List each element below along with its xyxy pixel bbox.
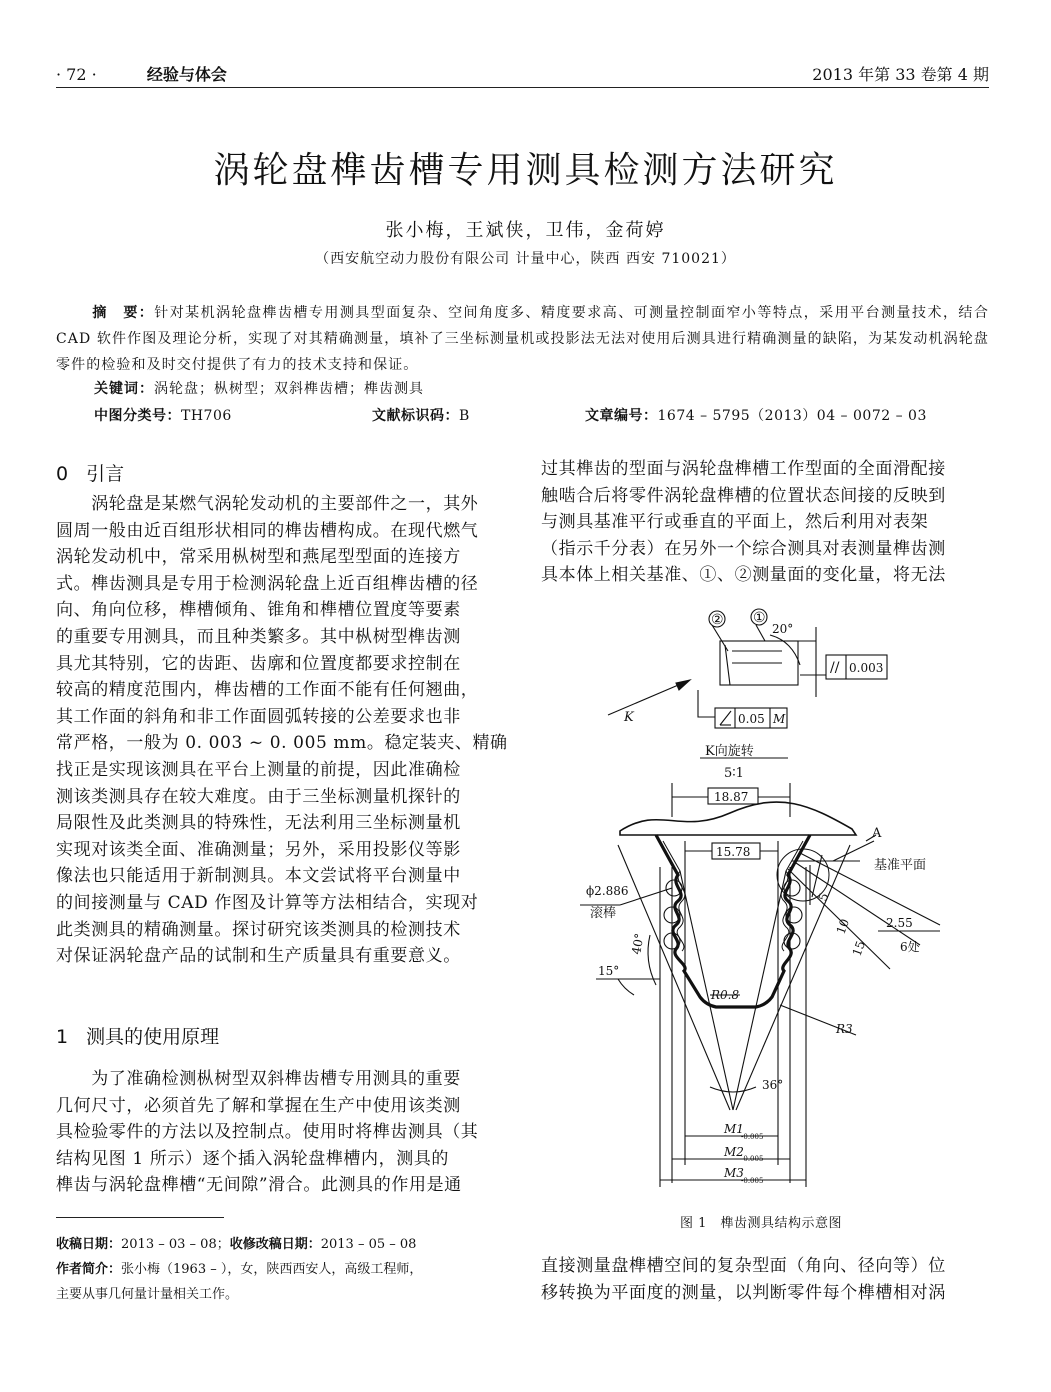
section-0-title: 引言 (86, 463, 125, 485)
clc-value: TH706 (181, 408, 232, 424)
text-line: 过其榫齿的型面与涡轮盘榫槽工作型面的全面滑配接 (541, 459, 946, 479)
text-line: 涡轮发动机中，常采用枞树型和燕尾型型面的连接方 (56, 547, 461, 568)
view-scale: 5∶1 (724, 766, 744, 781)
text-line: 为了准确检测枞树型双斜榫齿槽专用测具的重要 (56, 1069, 461, 1089)
page-number-and-section (56, 62, 227, 85)
dim-m1: M1 (724, 1122, 744, 1136)
text-line: 式。榫齿测具是专用于检测涡轮盘上近百组榫齿槽的径 (56, 573, 479, 594)
text-line: 常严格，一般为 0. 003 ~ 0. 005 mm。稳定装夹、精确 (56, 733, 508, 754)
circle-2-label: ② (711, 612, 724, 628)
abstract-label: 摘 要： (92, 305, 155, 321)
six-places: 6处 (900, 940, 920, 954)
text-line: 实现对该类全面、准确测量；另外，采用投影仪等影 (56, 839, 461, 860)
roller-label: 滚棒 (590, 906, 617, 921)
doc-code (372, 405, 470, 425)
text-line: 找正是实现该测具在平台上测量的前提，因此准确检 (56, 759, 461, 780)
right-column-bottom-text (541, 1253, 991, 1306)
text-line: 的间接测量与 CAD 作图及计算等方法相结合，实现对 (56, 892, 479, 913)
angularity-value: 0.05 (738, 712, 765, 726)
abstract-text: 针对某机涡轮盘榫齿槽专用测具型面复杂、空间角度多、精度要求高、可测量控制面窄小等特点，采用平台测量技术，结合 CAD 软件作图及理论分析，实现了对其精确测量，填补了三坐标测量机或投影法无法对使用后测具进行精确测量的缺陷，为某发动机涡轮盘零件的检验和及时交付提供了有力的技术支持和保证。 (56, 305, 989, 373)
roller-diameter: ϕ2.886 (586, 884, 629, 898)
text-line: 此类测具的精确测量。探讨研究该类测具的检测技术 (56, 919, 461, 940)
dim-1887: 18.87 (714, 790, 749, 804)
text-line: 向、角向位移，榫槽倾角、锥角和榫槽位置度等要素 (56, 600, 461, 621)
datum-a-label: A (872, 826, 882, 841)
footnote-author-cont: 主要从事几何量计量相关工作。 (56, 1287, 239, 1302)
author-bio: 张小梅（1963 – ），女，陕西西安人，高级工程师， (121, 1262, 423, 1277)
dim-255: 2.55 (886, 916, 913, 930)
footnote-dates (56, 1232, 516, 1257)
section-1-title: 测具的使用原理 (86, 1026, 220, 1048)
angle-36-label: 36° (762, 1078, 784, 1092)
keywords-label: 关键词： (94, 381, 154, 397)
revised-date: 2013 – 05 – 08 (320, 1237, 417, 1252)
tol-15: 15 (849, 938, 869, 959)
section-name: 经验与体会 (146, 65, 227, 84)
section-0-body (56, 491, 506, 970)
text-line: 移转换为平面度的测量，以判断零件每个榫槽相对涡 (541, 1282, 946, 1303)
text-line: 榫齿与涡轮盘榫槽“无间隙”滑合。此测具的作用是通 (56, 1175, 462, 1196)
body-top-outline (620, 802, 856, 835)
dim-m2: M2 (724, 1145, 744, 1159)
received-label: 收稿日期： (56, 1237, 122, 1252)
angle-15-label: 15° (598, 964, 620, 978)
footnote-author (56, 1257, 516, 1282)
figure-1-caption: 图 1 榫齿测具结构示意图 (680, 1216, 842, 1231)
page-number: · 72 · (56, 65, 97, 84)
doc-value: B (459, 408, 470, 424)
revised-label: 收修改稿日期： (229, 1237, 321, 1252)
text-line: 具本体上相关基准、①、②测量面的变化量，将无法 (541, 565, 946, 586)
clc-number (94, 405, 232, 425)
text-line: 的重要专用测具，而且种类繁多。其中枞树型榫齿测 (56, 626, 461, 647)
text-line: 触啮合后将零件涡轮盘榫槽的位置状态间接的反映到 (541, 485, 946, 506)
text-line: 具检验零件的方法以及控制点。使用时将榫齿测具（其 (56, 1122, 479, 1143)
issue-info: 2013 年第 33 卷第 4 期 (812, 65, 989, 84)
text-line: 直接测量盘榫槽空间的复杂型面（角向、径向等）位 (541, 1256, 946, 1276)
text-line: 局限性及此类测具的特殊性，无法利用三坐标测量机 (56, 813, 461, 834)
article-title: 涡轮盘榫齿槽专用测具检测方法研究 (213, 150, 838, 191)
text-line: 较高的精度范围内，榫齿槽的工作面不能有任何翘曲， (56, 680, 479, 701)
footnote (56, 1232, 516, 1307)
tol-5: 5 (815, 891, 832, 904)
fir-tree-profile (656, 835, 810, 1007)
header-rule (56, 87, 989, 88)
dim-1578: 15.78 (716, 845, 751, 859)
circle-1-label: ① (753, 610, 766, 626)
text-line: 几何尺寸，必须首先了解和掌握在生产中使用该类测 (56, 1095, 461, 1116)
section-1-number: 1 (56, 1026, 69, 1048)
text-line: 其工作面的斜角和非工作面圆弧转接的公差要求也非 (56, 706, 461, 727)
section-0-number: 0 (56, 463, 69, 485)
text-line: 像法也只能适用于新制测具。本文尝试将平台测量中 (56, 866, 461, 887)
received-date: 2013 – 03 – 08； (121, 1237, 230, 1252)
footnote-rule (56, 1217, 224, 1218)
datum-plane-label: 基准平面 (874, 858, 927, 873)
dim-m3-tol: -0.005 (741, 1177, 764, 1185)
parallel-value: 0.003 (849, 661, 884, 675)
figure-1-drawing (560, 605, 980, 1215)
author-label: 作者简介： (56, 1262, 122, 1277)
keywords (94, 378, 424, 398)
text-line: 涡轮盘是某燃气涡轮发动机的主要部件之一，其外 (56, 494, 479, 514)
article-value: 1674 – 5795（2013）04 – 0072 – 03 (657, 408, 927, 424)
dim-m1-tol: -0.005 (741, 1133, 764, 1141)
article-number (585, 405, 927, 425)
angle-40-label: 40° (629, 932, 647, 956)
section-1-heading (56, 1022, 219, 1049)
text-line: 圆周一般由近百组形状相同的榫齿槽构成。在现代燃气 (56, 520, 479, 541)
tol-10: 10 (833, 916, 853, 937)
right-column-top-text (541, 456, 991, 589)
clc-label: 中图分类号： (94, 408, 181, 424)
view-title: K向旋转 (705, 744, 754, 759)
dim-m3: M3 (724, 1166, 744, 1180)
text-line: 对保证涡轮盘产品的试制和生产质量具有重要意义。 (56, 946, 461, 967)
affiliation: （西安航空动力股份有限公司 计量中心，陕西 西安 710021） (315, 251, 736, 267)
radius-3: R3 (836, 1022, 853, 1036)
text-line: 结构见图 1 所示）逐个插入涡轮盘榫槽内，测具的 (56, 1148, 450, 1169)
authors: 张小梅，王斌侠，卫伟，金荷婷 (385, 220, 666, 241)
section-0-heading (56, 459, 124, 486)
radius-08: R0.8 (711, 988, 740, 1002)
k-view-label: K (624, 710, 634, 725)
text-line: 测该类测具存在较大难度。由于三坐标测量机探针的 (56, 786, 461, 807)
section-1-body (56, 1066, 506, 1199)
text-line: 具尤其特别，它的齿距、齿廓和位置度都要求控制在 (56, 653, 461, 674)
abstract (56, 300, 989, 378)
dim-m2-tol: -0.005 (741, 1155, 764, 1163)
text-line: 与测具基准平行或垂直的平面上，然后利用对表架 (541, 512, 929, 533)
parallel-symbol: // (830, 660, 840, 676)
angle-20-label: 20° (772, 622, 794, 636)
angularity-ref: M (773, 712, 786, 726)
article-label: 文章编号： (585, 408, 658, 424)
text-line: （指示千分表）在另外一个综合测具对表测量榫齿测 (541, 538, 946, 559)
keywords-text: 涡轮盘；枞树型；双斜榫齿槽；榫齿测具 (154, 381, 424, 397)
doc-label: 文献标识码： (372, 408, 459, 424)
